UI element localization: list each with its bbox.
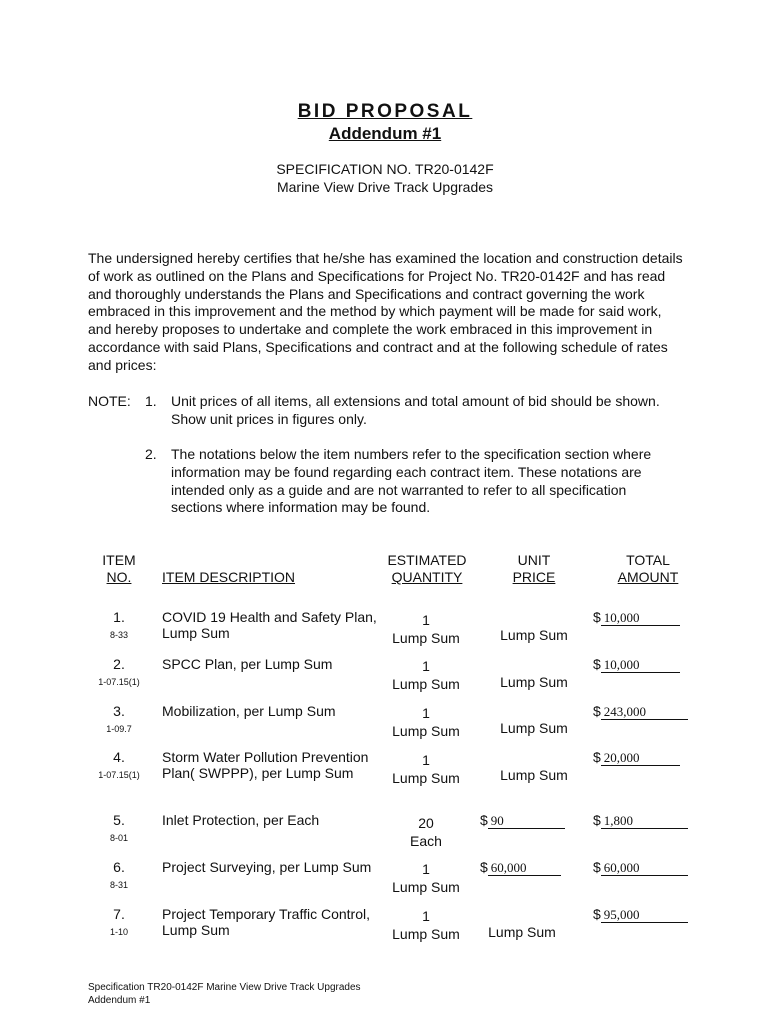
estimated-quantity: 1 Lump Sum bbox=[392, 658, 460, 692]
footer-addendum-line: Addendum #1 bbox=[88, 995, 151, 1006]
total-amount: $ 1,800 bbox=[593, 812, 688, 829]
unit-price: Lump Sum bbox=[500, 627, 568, 643]
header-unit-line2: PRICE bbox=[512, 569, 556, 585]
unit-price: Lump Sum bbox=[500, 674, 568, 690]
unit-price: $ 90 bbox=[480, 812, 565, 829]
total-amount: $ 20,000 bbox=[593, 749, 680, 766]
header-item-line1: ITEM bbox=[102, 552, 136, 568]
header-desc-text: ITEM DESCRIPTION bbox=[162, 569, 296, 585]
header-item-no bbox=[94, 552, 144, 586]
item-description: Inlet Protection, per Each bbox=[162, 812, 320, 828]
page-title: BID PROPOSAL bbox=[297, 101, 473, 122]
spec-section-ref: 1-07.15(1) bbox=[98, 677, 140, 687]
estimated-quantity: 1 Lump Sum bbox=[392, 908, 460, 942]
note-number: 1. bbox=[145, 393, 157, 409]
spec-section-ref: 1-09.7 bbox=[106, 724, 132, 734]
estimated-quantity: 1 Lump Sum bbox=[392, 752, 460, 786]
unit-price: Lump Sum bbox=[500, 720, 568, 736]
estimated-quantity: 20 Each bbox=[410, 815, 442, 849]
total-amount: $ 60,000 bbox=[593, 859, 688, 876]
item-description: Project Surveying, per Lump Sum bbox=[162, 859, 372, 875]
footer-spec-line: Specification TR20-0142F Marine View Drive Track Upgrades bbox=[88, 982, 361, 993]
spec-section-ref: 8-01 bbox=[109, 833, 128, 843]
spec-section-ref: 8-33 bbox=[109, 630, 128, 640]
note-text: The notations below the item numbers refer to the specification section where information may be found regarding each contract item. These notations are intended only as a guide and are not warranted to refer to all specification sections where information may be found. bbox=[171, 446, 652, 516]
unit-price: Lump Sum bbox=[488, 924, 556, 940]
total-amount: $ 10,000 bbox=[593, 656, 680, 673]
item-description: Mobilization, per Lump Sum bbox=[162, 703, 336, 719]
item-number: 4. 1-07.15(1) bbox=[94, 749, 144, 783]
item-description: Project Temporary Traffic Control, Lump Sum bbox=[162, 906, 371, 938]
addendum-heading: Addendum #1 bbox=[328, 124, 442, 143]
item-number: 7. 1-10 bbox=[94, 906, 144, 940]
note-text: Unit prices of all items, all extensions and total amount of bid should be shown. Show unit prices in figures only. bbox=[171, 393, 660, 427]
item-number: 6. 8-31 bbox=[94, 859, 144, 893]
unit-price: Lump Sum bbox=[500, 767, 568, 783]
item-description: Storm Water Pollution Prevention Plan( SWPPP), per Lump Sum bbox=[162, 749, 369, 781]
total-amount: $ 10,000 bbox=[593, 609, 680, 626]
estimated-quantity: 1 Lump Sum bbox=[392, 705, 460, 739]
item-description: COVID 19 Health and Safety Plan, Lump Sum bbox=[162, 609, 377, 641]
total-amount: $ 95,000 bbox=[593, 906, 688, 923]
estimated-quantity: 1 Lump Sum bbox=[392, 861, 460, 895]
item-number: 1. 8-33 bbox=[94, 609, 144, 643]
estimated-quantity: 1 Lump Sum bbox=[392, 612, 460, 646]
specification-number: SPECIFICATION NO. TR20-0142F bbox=[276, 161, 494, 177]
item-number: 2. 1-07.15(1) bbox=[94, 656, 144, 690]
project-name: Marine View Drive Track Upgrades bbox=[276, 179, 494, 195]
header-item-description bbox=[162, 569, 295, 586]
header-total-amount bbox=[606, 552, 690, 586]
intro-paragraph: The undersigned hereby certifies that he/she has examined the location and construction details of work as outlined on the Plans and Specifications for Project No. TR20-0142F and has read and thoroughly understands the Plans and Specifications and contract governing the work embraced in this improvement and the method by which payment will be made for said work, and hereby proposes to undertake and complete the work embraced in this improvement in accordance with said Plans, Specifications and contract and at the following schedule of rates and prices: bbox=[88, 250, 683, 373]
note-number: 2. bbox=[145, 446, 157, 462]
header-total-line2: AMOUNT bbox=[617, 569, 679, 585]
total-amount: $ 243,000 bbox=[593, 703, 688, 720]
item-description: SPCC Plan, per Lump Sum bbox=[162, 656, 333, 672]
header-qty-line2: QUANTITY bbox=[391, 569, 463, 585]
spec-section-ref: 1-10 bbox=[109, 927, 128, 937]
spec-section-ref: 8-31 bbox=[109, 880, 128, 890]
item-number: 5. 8-01 bbox=[94, 812, 144, 846]
note-label: NOTE: bbox=[88, 393, 131, 409]
header-total-line1: TOTAL bbox=[626, 552, 670, 568]
header-unit-line1: UNIT bbox=[517, 552, 551, 568]
header-item-line2: NO. bbox=[106, 569, 132, 585]
header-qty-line1: ESTIMATED bbox=[387, 552, 467, 568]
header-unit-price bbox=[494, 552, 574, 586]
page-footer bbox=[88, 981, 361, 1007]
item-number: 3. 1-09.7 bbox=[94, 703, 144, 737]
unit-price: $ 60,000 bbox=[480, 859, 561, 876]
header-estimated-quantity bbox=[374, 552, 480, 586]
spec-section-ref: 1-07.15(1) bbox=[98, 770, 140, 780]
